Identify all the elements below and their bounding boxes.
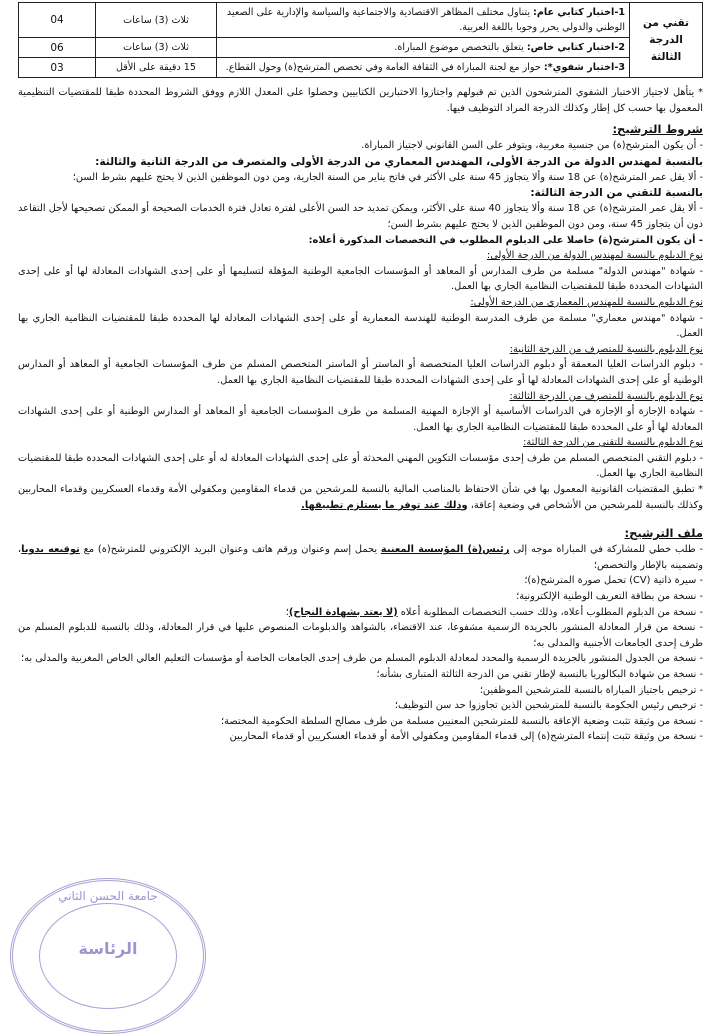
exam-title: 3-اختبار شفوي*:	[543, 62, 625, 73]
diploma-text: - دبلوم الدراسات العليا المعمقة أو دبلوم الدراسات العليا المتخصصة أو الماستر أو الماستر المتخصص المسلم من طرف المؤسسات الجامعية أو المعاهد أو المدارس الوطنية أو على إحدى الشهادات المعادلة لها أو على إحدى الشهادات المحددة طبقا للمقتضيات النظامية الجاري بها العمل.	[18, 359, 703, 386]
file-request-recipient: رئيس(ة) المؤسسة المعنية	[380, 544, 510, 556]
tech-age: - ألا يقل عمر المترشح(ة) عن 18 سنة وألا يتجاوز 40 سنة على الأكثر، ويمكن تمديد حد السن الأعلى لفترة تعادل فترة الخدمات الصحيحة أو الممكن تصحيحها لأجل التقاعد دون أن يتجاوز 45 سنة، ومن دون الموظفين الذين لا يحتج عليهم بشرط السن؛	[18, 203, 703, 230]
file-item: - نسخة من وثيقة تثبت إنتماء المترشح(ة) إلى قدماء المقاومين ومكفولي الأمة أو قدماء العسكريين أو قدماء المحاربين	[229, 731, 703, 743]
oral-note: * يتأهل لاجتياز الاختبار الشفوي المترشحون الذين تم قبولهم واجتازوا الاختبارين الكتابيين وحصلوا على المعدل اللازم ووفق الشروط المحددة طبقا للمقتضيات التنظيمية المعمول بها حسب كل إطار وكذلك الدرجة المراد التوظيف فيها.	[18, 87, 703, 114]
seal-center-text: الرئاسة	[78, 939, 138, 958]
exam-coefficient: 04	[19, 3, 96, 38]
exam-title: 2-اختبار كتابي خاص:	[526, 42, 625, 53]
file-item-diploma	[18, 605, 703, 621]
file-request-text: - طلب خطي للمشاركة في المباراة موجه إلى	[509, 544, 704, 556]
legal-note-text: * تطبق المقتضيات القانونية المعمول بها في شأن الاحتفاظ بالمناصب المالية بالنسبة للمرشحين من قدماء المقاومين ومكفولي الأمة وقدماء العسكريين وقدماء المحاربين وكذلك بالنسبة للمرشحين من الأشخاص في وضعية إعاقة،	[18, 484, 703, 511]
legal-note	[18, 482, 703, 513]
diploma-text: - شهادة "مهندس الدولة" مسلمة من طرف المدارس أو المعاهد أو المؤسسات الجامعية الوطنية المؤهلة لتسليمها أو على إحدى الشهادات المعادلة لها أو على إحدى الشهادات المحددة طبقا للمقتضيات النظامية الجاري بها العمل.	[18, 265, 703, 293]
diploma-text: - شهادة "مهندس معماري" مسلمة من طرف المدرسة الوطنية للهندسة المعمارية أو على إحدى الشهادات المعادلة لها المحددة طبقا للمقتضيات النظامية الجاري بها العمل.	[18, 312, 703, 340]
file-item: - ترخيص رئيس الحكومة بالنسبة للمترشحين الذين تجاوزوا حد سن التوظيف؛	[394, 700, 703, 712]
file-request	[18, 542, 703, 573]
diploma-heading: نوع الدبلوم بالنسبة للمهندس المعماري من الدرجة الأولى:	[470, 296, 703, 308]
body-content	[18, 85, 703, 745]
legal-note-emphasis: وذلك عند توفر ما يستلزم تطبيقها.	[301, 499, 468, 511]
file-title: ملف الترشيح:	[624, 526, 703, 541]
exam-row-oral	[19, 58, 703, 78]
university-seal-stamp	[10, 878, 206, 1034]
diploma-heading: نوع الدبلوم بالنسبة للمتصرف من الدرجة الثانية:	[509, 343, 703, 355]
file-item-emphasis: (لا يعتد بشهادة النجاح)	[288, 606, 398, 618]
exam-description	[217, 3, 630, 38]
conditions-title: شروط الترشيح:	[612, 122, 703, 137]
exam-description	[217, 38, 630, 58]
file-request-signature: توقيعه يدويا	[21, 544, 80, 556]
file-item: - نسخة من بطاقة التعريف الوطنية الإلكترونية؛	[516, 591, 703, 603]
exam-duration: ثلاث (3) ساعات	[96, 38, 217, 58]
exam-duration: 15 دقيقة على الأقل	[96, 58, 217, 78]
exam-title: 1-اختبار كتابي عام:	[533, 7, 625, 18]
file-item: - نسخة من قرار المعادلة المنشور بالجريدة الرسمية مشفوعا، عند الاقتضاء، بالشواهد والدبلومات المنصوص عليها في قرار المعادلة، وذلك بالنسبة للدبلوم المسلم من طرف إحدى الجامعات الأجنبية والمدلى به؛	[18, 622, 703, 649]
diploma-heading: نوع الدبلوم بالنسبة للمتصرف من الدرجة الثالثة:	[509, 390, 703, 402]
exam-text: يتعلق بالتخصص موضوع المباراة.	[394, 42, 527, 53]
file-item-text: - نسخة من الدبلوم المطلوب أعلاه، وذلك حسب التخصصات المطلوبة أعلاه	[397, 606, 703, 618]
document-page	[18, 0, 703, 745]
engineer-heading: بالنسبة لمهندس الدولة من الدرجة الأولى، المهندس المعماري من الدرجة الأولى والمتصرف من الدرجة الثانية والثالثة:	[95, 155, 703, 168]
exam-description	[217, 58, 630, 78]
file-request-text: يحمل إسم وعنوان ورقم هاتف وعنوان البريد الإلكتروني للمترشح(ة) مع	[79, 544, 381, 556]
file-item: - سيرة ذاتية (CV) تحمل صورة المترشح(ة)؛	[524, 575, 703, 587]
exam-coefficient: 06	[19, 38, 96, 58]
tech-heading: بالنسبة للتقني من الدرجة الثالثة:	[530, 187, 703, 200]
file-item-text: ؛	[285, 606, 289, 618]
exam-duration: ثلاث (3) ساعات	[96, 3, 217, 38]
file-item: - نسخة من شهادة البكالوريا بالنسبة لإطار تقني من الدرجة الثالثة المتبارى بشأنه؛	[376, 669, 703, 680]
engineer-age: - ألا يقل عمر المترشح(ة) عن 18 سنة وألا يتجاوز 45 سنة على الأكثر في فاتح يناير من السنة الجارية، ومن دون الموظفين الذين لا يحتج عليهم بشرط السن؛	[72, 171, 703, 183]
file-request-text: ، وتضمينه بالإطار والتخصص؛	[18, 544, 703, 571]
file-item: - نسخة من الجدول المنشور بالجريدة الرسمية والمحدد لمعادلة الدبلوم المسلم من طرف إحدى الجامعات الخاصة أو مؤسسات التعليم العالي الخاص المغربية والمدلى به؛	[21, 653, 703, 665]
exam-row-special	[19, 38, 703, 58]
condition-general: - أن يكون المترشح(ة) من جنسية مغربية، ويتوفر على السن القانوني لاجتياز المباراة.	[361, 140, 703, 152]
file-item: - ترخيص باجتياز المباراة بالنسبة للمترشحين الموظفين؛	[479, 684, 703, 696]
diploma-required: - أن يكون المترشح(ة) حاصلا على الدبلوم المطلوب في التخصصات المذكورة أعلاه:	[308, 234, 703, 246]
grade-cell: تقني من الدرجة الثالثة	[630, 3, 703, 78]
exam-text: يتناول مختلف المظاهر الاقتصادية والاجتماعية والسياسة والإدارية على الصعيد الوطني والدولي يحرر وجوبا باللغة العربية.	[226, 7, 625, 33]
diploma-text: - دبلوم التقني المتخصص المسلم من طرف إحدى مؤسسات التكوين المهني المحدثة أو على إحدى الشهادات المعادلة له أو على إحدى الشهادات المحددة طبقا للمقتضيات النظامية الجاري بها العمل.	[18, 452, 703, 480]
diploma-text: - شهادة الإجازة أو الإجازة في الدراسات الأساسية أو الإجازة المهنية المسلمة من طرف المؤسسات الجامعية أو المعاهد أو المدارس الوطنية أو على إحدى الشهادات المعادلة لها أو على المحددة طبقا للمقتضيات النظامية الجاري بها العمل.	[18, 406, 703, 433]
exam-text: حوار مع لجنة المباراة في الثقافة العامة وفي تخصص المترشح(ة) وحول القطاع.	[225, 62, 544, 73]
diploma-heading: نوع الدبلوم بالنسبة للتقني من الدرجة الثالثة:	[523, 437, 703, 449]
exam-coefficient: 03	[19, 58, 96, 78]
file-item: - نسخة من وثيقة تثبت وضعية الإعاقة بالنسبة للمترشحين المعنيين مسلمة من طرف مصالح السلطة الحكومية المختصة؛	[221, 715, 703, 727]
diploma-heading: نوع الدبلوم بالنسبة لمهندس الدولة من الدرجة الأولى:	[486, 250, 703, 262]
exam-row-general	[19, 3, 703, 38]
seal-ring-text: جامعة الحسن الثاني	[58, 889, 158, 903]
exam-table	[18, 2, 703, 78]
